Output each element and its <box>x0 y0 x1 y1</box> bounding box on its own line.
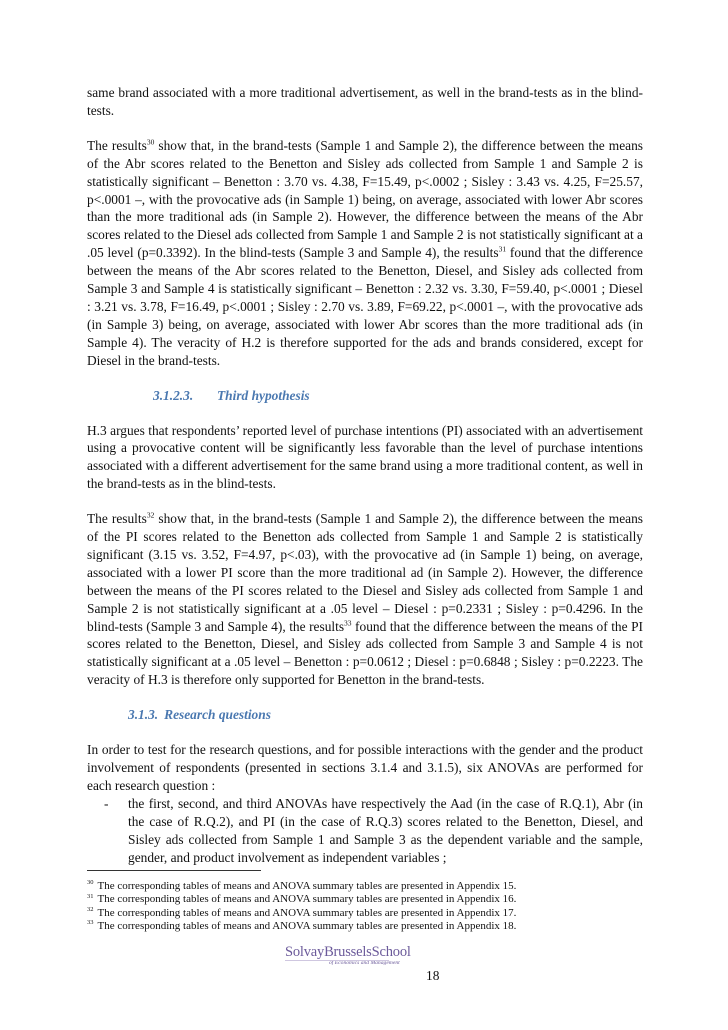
list-item <box>87 795 643 867</box>
section-number: 3.1.2.3. <box>153 387 194 403</box>
paragraph-h2-results <box>87 137 643 370</box>
footnote-text: The corresponding tables of means and ANOVA summary tables are presented in Appendix 17. <box>97 906 517 919</box>
paragraph-text: The results <box>87 137 147 153</box>
footnote-text: The corresponding tables of means and ANOVA summary tables are presented in Appendix 15. <box>97 880 517 892</box>
footnote-ref-32[interactable]: 32 <box>146 510 155 520</box>
footnotes <box>87 880 643 933</box>
footnote-number: 30 <box>87 879 94 887</box>
footnote-text: The corresponding tables of means and ANOVA summary tables are presented in Appendix 16. <box>97 893 517 906</box>
list-item-text: the first, second, and third ANOVAs have respectively the Aad (in the case of R.Q.1), Abr (in the case of R.Q.2), and PI (in the case of R.Q.3) scores related to the Benetton, Diesel, and Sisley ads collected from Sample 1 and Sample 3 as the dependent variable and the sample, gender, and product involvement as independent variables ; <box>128 795 643 865</box>
paragraph-text: found that the difference between the means of the PI scores related to the Benetton, Diesel, and Sisley ads collected from Sample 3 and Sample 4 is not statistically significant at a .05 level – Benetton : p=0.0612 ; Diesel : p=0.6848 ; Sisley : p=0.2223. The veracity of H.3 is therefore only supported for Benetton in the brand-tests. <box>87 618 643 688</box>
section-heading-third-hypothesis <box>87 387 643 405</box>
footnote-33 <box>87 920 643 933</box>
page-body <box>87 84 643 866</box>
section-title: Research questions <box>164 707 271 723</box>
paragraph-text: found that the difference between the means of the Abr scores related to the Benetton, Diesel, and Sisley ads collected from Sample 3 and Sample 4 is statistically significant – Benetton : 2.32 vs. 3.30, F=59.40, p<.0001 ; Diesel : 3.21 vs. 3.78, F=16.49, p<.0001 ; Sisley : 2.70 vs. 3.89, F=69.22, p<.0001 –, with the provocative ads (in Sample 3) being, on average, associated with lower Abr scores than the more traditional ads (in Sample 4). The veracity of H.2 is therefore supported for the ads and brands considered, except for Diesel in the brand-tests. <box>87 245 643 368</box>
footnote-number: 33 <box>87 919 94 927</box>
paragraph-text: show that, in the brand-tests (Sample 1 and Sample 2), the difference between the means of the PI scores related to the Benetton ads collected from Sample 1 and Sample 2 is statistically significant (3.15 vs. 3.52, F=4.97, p<.03), with the provocative ad (in Sample 1) being, on average, associated with a lower PI score than the more traditional ad (in Sample 2). However, the difference between the means of the PI scores related to the Diesel and Sisley ads collected from Sample 1 and Sample 2 is not statistically significant at a .05 level – Diesel : p=0.2331 ; Sisley : p=0.4296. In the blind-tests (Sample 3 and Sample 4), the results <box>87 511 643 634</box>
footnote-text: The corresponding tables of means and ANOVA summary tables are presented in Appendix 18. <box>97 919 517 932</box>
page-number: 18 <box>426 968 440 983</box>
logo-tagline: of Economics and Management <box>329 960 400 966</box>
paragraph-brand-continuation: same brand associated with a more traditional advertisement, as well in the brand-tests as in the blind-tests. <box>87 85 643 118</box>
section-heading-research-questions <box>87 706 643 724</box>
paragraph-text: The results <box>87 511 147 527</box>
anova-list <box>87 795 643 867</box>
school-logo <box>285 944 425 967</box>
logo-underline <box>285 960 389 961</box>
paragraph-h3-statement: H.3 argues that respondents’ reported level of purchase intentions (PI) associated with an advertisement using a provocative content will be significantly less favorable than the level of purchase intentions associated with a different advertisement for the same brand using a more traditional content, as well in the brand-tests as in the blind-tests. <box>87 422 643 492</box>
paragraph-h3-results <box>87 510 643 689</box>
section-title: Third hypothesis <box>217 387 310 403</box>
paragraph-text: show that, in the brand-tests (Sample 1 and Sample 2), the difference between the means of the Abr scores related to the Benetton and Sisley ads collected from Sample 1 and Sample 2 is statistically significant – Benetton : 3.70 vs. 4.38, F=15.49, p<.0002 ; Sisley : 3.43 vs. 4.25, F=25.57, p<.0001 –, with the provocative ads (in Sample 1) being, on average, associated with lower Abr scores than the more traditional ads (in Sample 2). However, the difference between the means of the Abr scores related to the Diesel ads collected from Sample 1 and Sample 2 is not statistically significant at a .05 level (p=0.3392). In the blind-tests (Sample 3 and Sample 4), the results <box>87 137 643 261</box>
footnote-ref-33[interactable]: 33 <box>344 618 352 628</box>
footnote-number: 32 <box>87 905 94 913</box>
logo-wordmark: SolvayBrusselsSchool <box>285 944 411 960</box>
footnote-32 <box>87 907 643 920</box>
footnote-separator <box>87 870 261 871</box>
list-dash: - <box>104 795 109 811</box>
footnote-number: 31 <box>87 892 94 900</box>
footnote-30 <box>87 880 643 893</box>
section-number: 3.1.3. <box>128 707 159 723</box>
footnote-31 <box>87 893 643 906</box>
paragraph-research-questions: In order to test for the research questions, and for possible interactions with the gender and the product involvement of respondents (presented in sections 3.1.4 and 3.1.5), six ANOVAs are performed for each research question : <box>87 742 643 793</box>
footnote-ref-31[interactable]: 31 <box>498 244 507 254</box>
footnote-ref-30[interactable]: 30 <box>146 137 155 147</box>
